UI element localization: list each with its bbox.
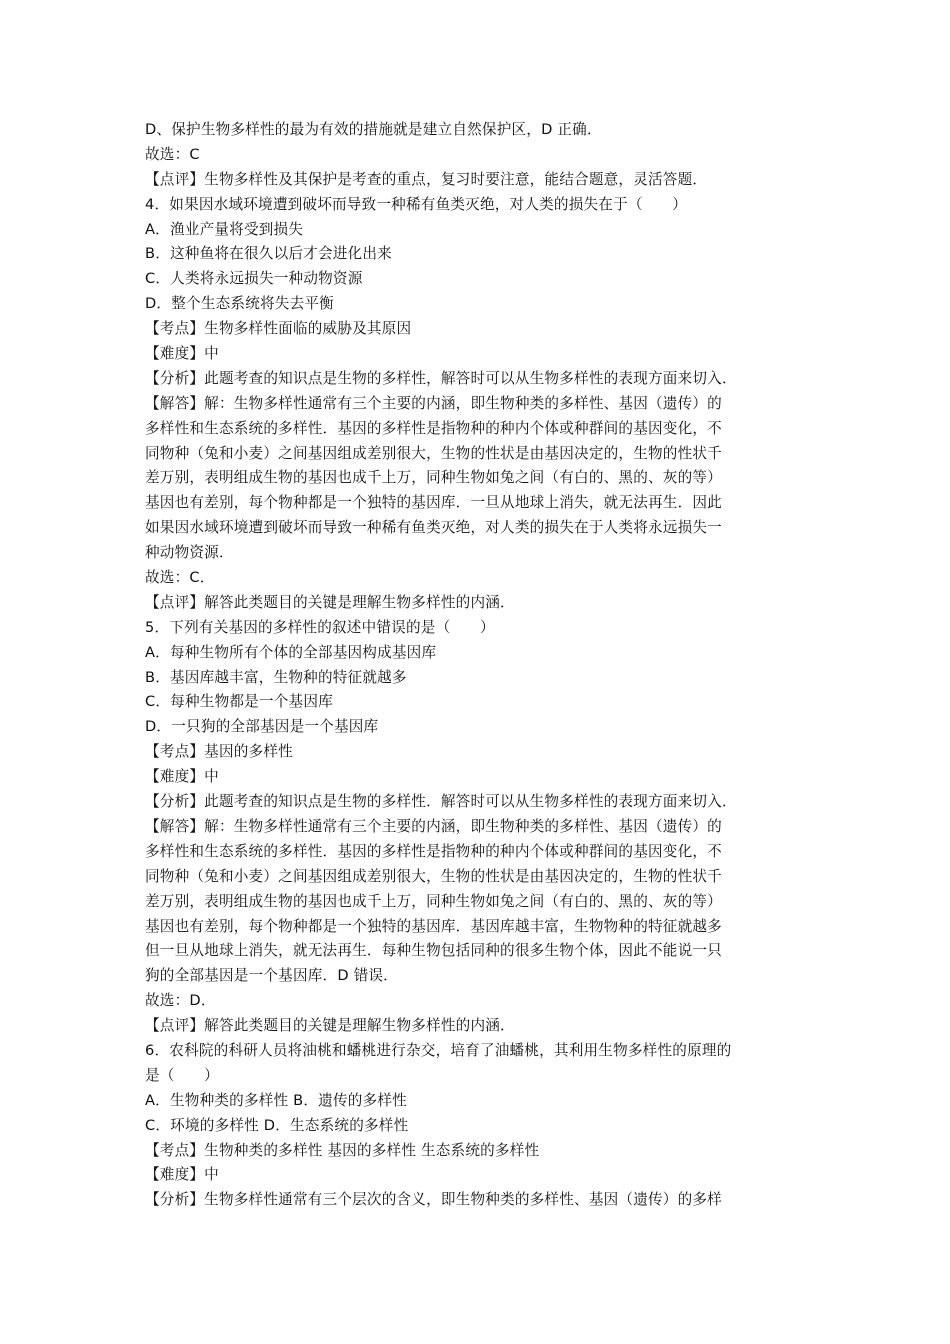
text-line: C．每种生物都是一个基因库 — [145, 693, 333, 711]
text-line: 基因也有差别，每个物种都是一个独特的基因库．一旦从地球上消失，就无法再生．因此 — [145, 494, 722, 512]
text-line: 差万别，表明组成生物的基因也成千上万，同种生物如兔之间（有白的、黑的、灰的等） — [145, 892, 722, 910]
text-line: 多样性和生态系统的多样性．基因的多样性是指物种的种内个体或种群间的基因变化，不 — [145, 419, 722, 437]
text-line: 5．下列有关基因的多样性的叙述中错误的是（ ） — [145, 618, 495, 636]
text-line: 【点评】解答此类题目的关键是理解生物多样性的内涵． — [145, 1017, 515, 1035]
text-line: 但一旦从地球上消失，就无法再生．每种生物包括同种的很多生物个体，因此不能说一只 — [145, 942, 722, 960]
text-line: 【考点】基因的多样性 — [145, 743, 293, 761]
text-line: 【点评】解答此类题目的关键是理解生物多样性的内涵． — [145, 593, 515, 611]
text-line: 种动物资源． — [145, 544, 234, 562]
text-line: 差万别，表明组成生物的基因也成千上万，同种生物如兔之间（有白的、黑的、灰的等） — [145, 469, 722, 487]
text-line: 故选：D． — [145, 992, 216, 1010]
text-line: 4．如果因水域环境遭到破坏而导致一种稀有鱼类灭绝，对人类的损失在于（ ） — [145, 195, 688, 213]
text-line: 【解答】解：生物多样性通常有三个主要的内涵，即生物种类的多样性、基因（遗传）的 — [145, 817, 722, 835]
text-line: 多样性和生态系统的多样性．基因的多样性是指物种的种内个体或种群间的基因变化，不 — [145, 842, 722, 860]
text-line: 【分析】生物多样性通常有三个层次的含义，即生物种类的多样性、基因（遗传）的多样 — [145, 1191, 722, 1209]
text-line: B．这种鱼将在很久以后才会进化出来 — [145, 245, 392, 263]
text-line: 狗的全部基因是一个基因库．D 错误． — [145, 967, 398, 985]
text-line: 是（ ） — [145, 1066, 219, 1084]
text-line: D、保护生物多样性的最为有效的措施就是建立自然保护区，D 正确． — [145, 121, 602, 138]
text-line: 同物种（兔和小麦）之间基因组成差别很大，生物的性状是由基因决定的，生物的性状千 — [145, 444, 722, 462]
text-line: 基因也有差别，每个物种都是一个独特的基因库．基因库越丰富，生物物种的特征就越多 — [145, 917, 722, 935]
text-line: B．基因库越丰富，生物种的特征就越多 — [145, 668, 407, 686]
text-line: 【考点】生物种类的多样性 基因的多样性 生态系统的多样性 — [145, 1141, 540, 1159]
text-line: 【难度】中 — [145, 768, 219, 786]
text-line: 【难度】中 — [145, 345, 219, 363]
text-line: 故选：C — [145, 145, 200, 163]
text-line: 【点评】生物多样性及其保护是考查的重点，复习时要注意，能结合题意，灵活答题． — [145, 170, 708, 188]
text-line: 同物种（兔和小麦）之间基因组成差别很大，生物的性状是由基因决定的，生物的性状千 — [145, 867, 722, 885]
text-line: C．人类将永远损失一种动物资源 — [145, 270, 363, 288]
text-line: D．一只狗的全部基因是一个基因库 — [145, 718, 379, 736]
document-page — [145, 118, 810, 1213]
text-line: 【解答】解：生物多样性通常有三个主要的内涵，即生物种类的多样性、基因（遗传）的 — [145, 394, 722, 412]
text-line: D．整个生态系统将失去平衡 — [145, 295, 334, 313]
text-line: C．环境的多样性 D．生态系统的多样性 — [145, 1116, 409, 1134]
text-line: A．渔业产量将受到损失 — [145, 220, 304, 238]
text-line: 【难度】中 — [145, 1166, 219, 1184]
text-line: A．每种生物所有个体的全部基因构成基因库 — [145, 643, 437, 661]
text-line: 【分析】此题考查的知识点是生物的多样性，解答时可以从生物多样性的表现方面来切入． — [145, 369, 737, 387]
text-line: 【考点】生物多样性面临的威胁及其原因 — [145, 320, 412, 338]
text-line: A．生物种类的多样性 B．遗传的多样性 — [145, 1091, 407, 1109]
text-line: 【分析】此题考查的知识点是生物的多样性．解答时可以从生物多样性的表现方面来切入． — [145, 793, 737, 811]
text-line: 如果因水域环境遭到破坏而导致一种稀有鱼类灭绝，对人类的损失在于人类将永远损失一 — [145, 519, 722, 537]
text-line: 故选：C． — [145, 569, 215, 587]
text-line: 6．农科院的科研人员将油桃和蟠桃进行杂交，培育了油蟠桃，其利用生物多样性的原理的 — [145, 1041, 732, 1059]
